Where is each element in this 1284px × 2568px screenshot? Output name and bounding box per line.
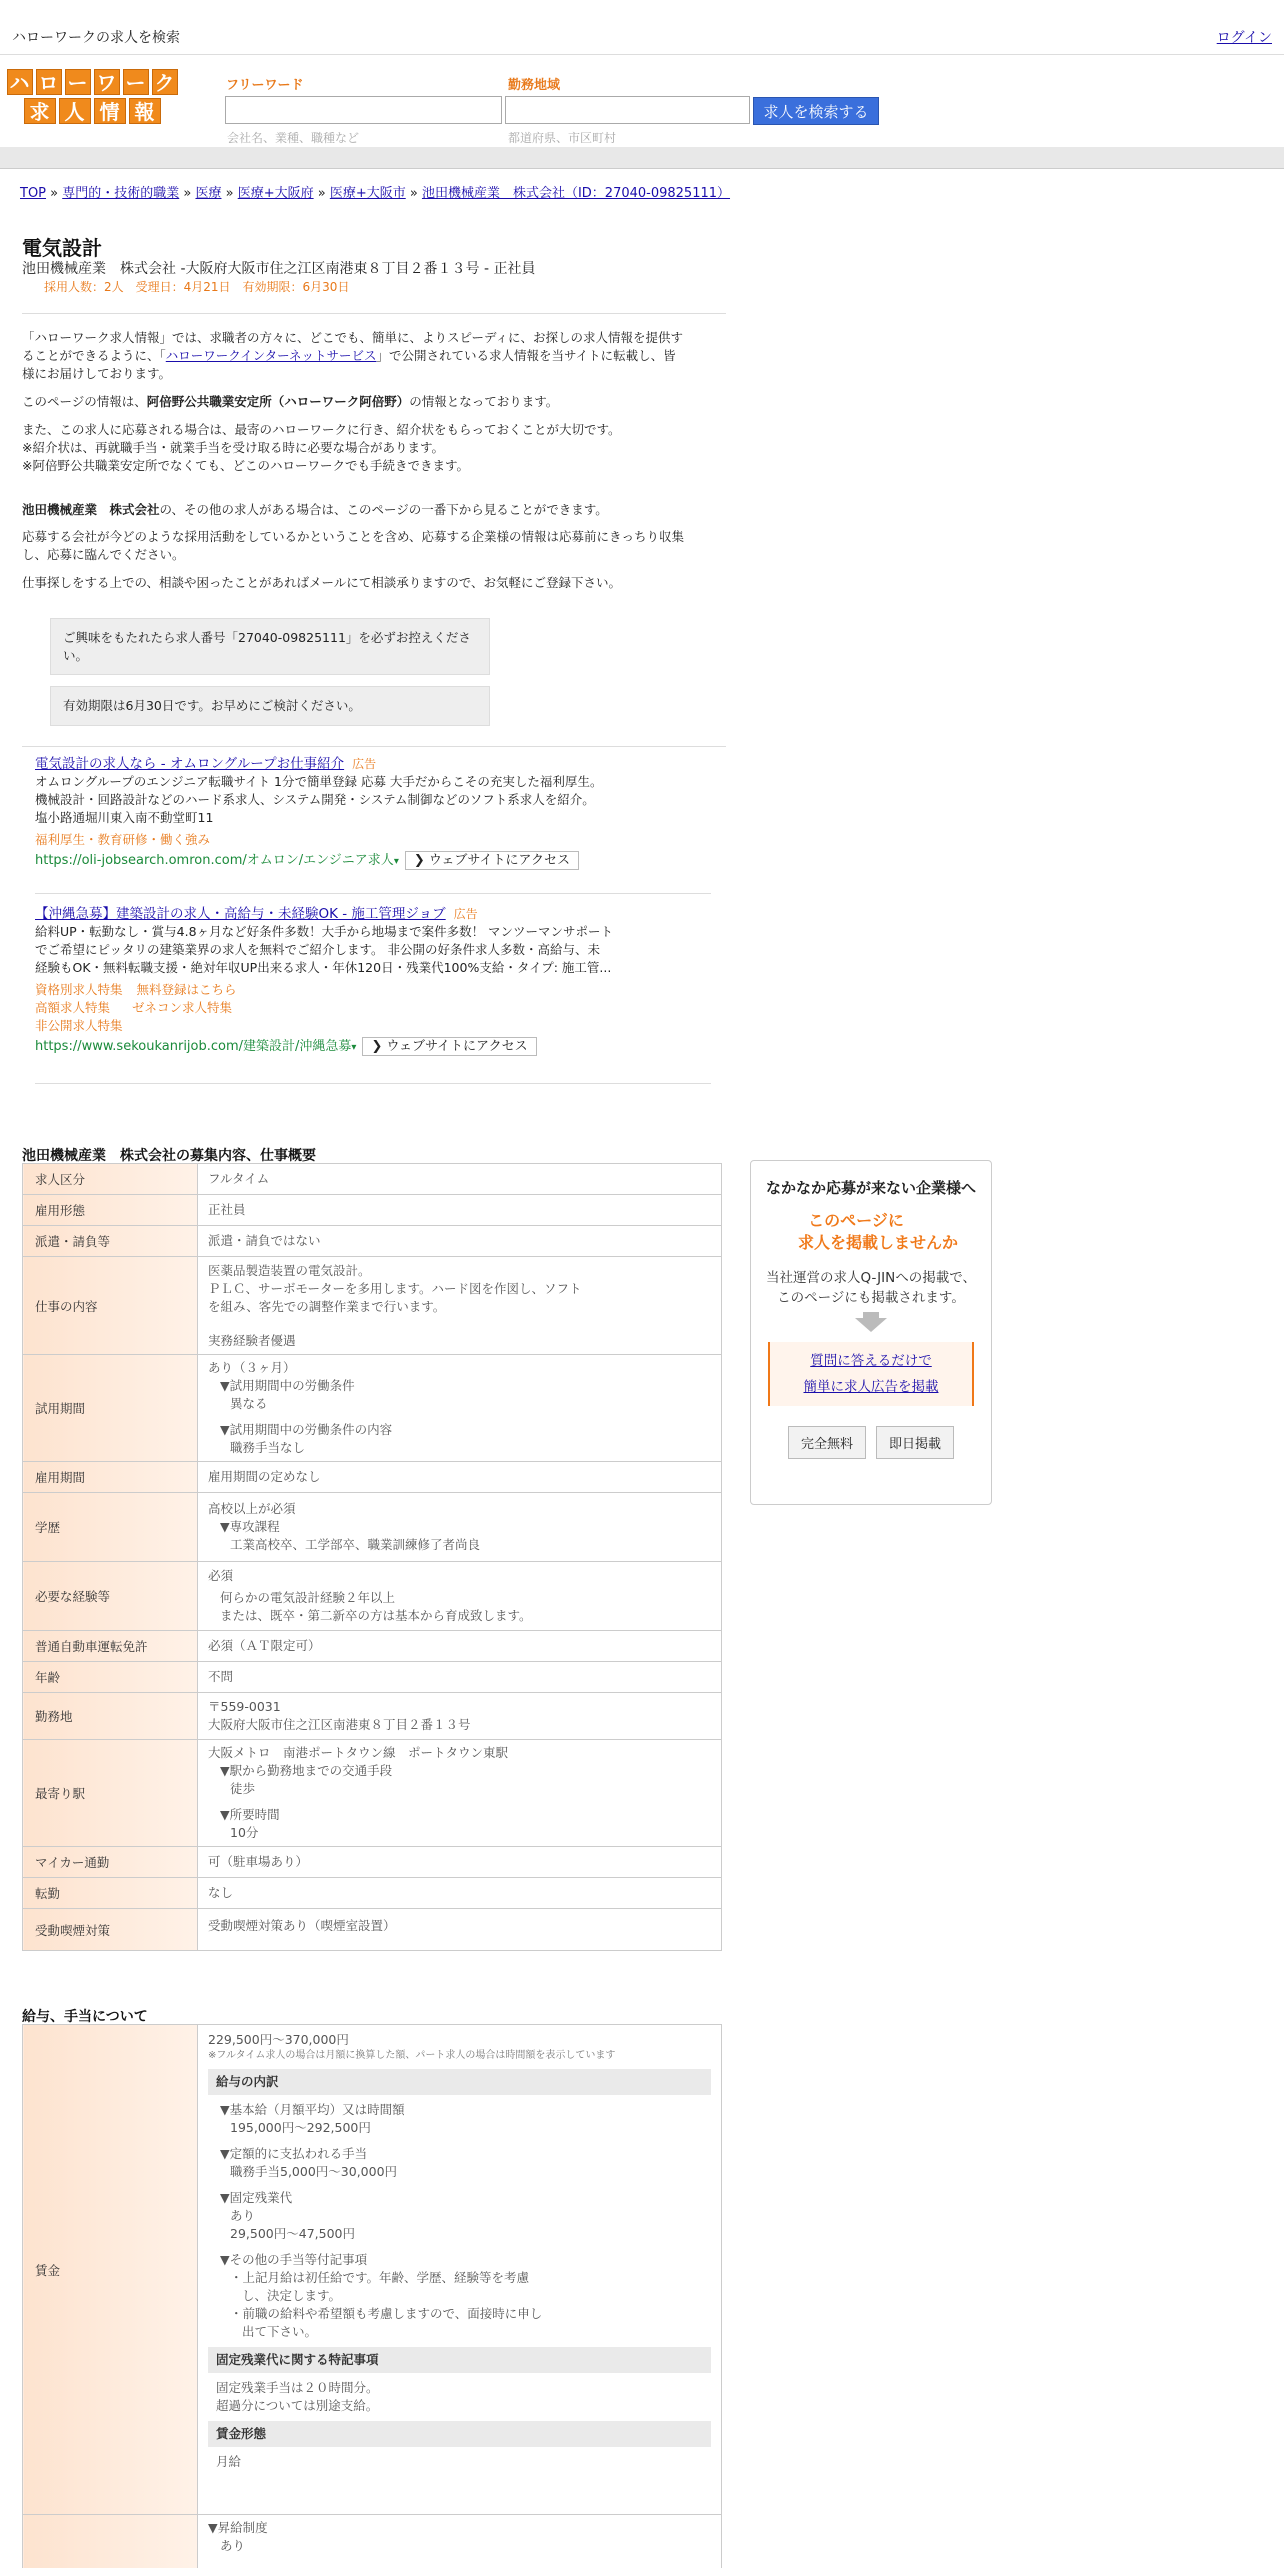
text-line: ▼固定残業代 xyxy=(220,2190,293,2205)
text-line: 応募する会社が今どのような採用活動をしているかということを含め、応募する企業様の情報は応募前にきっちり収集 xyxy=(22,529,685,544)
logo-char: ー xyxy=(123,69,149,95)
text-line: 固定残業手当は２０時間分。 xyxy=(216,2380,379,2395)
site-logo[interactable] xyxy=(4,69,180,127)
row-value xyxy=(198,1562,722,1631)
ad-block xyxy=(35,905,715,1057)
table-row xyxy=(23,1662,722,1693)
intro-paragraph-1 xyxy=(22,329,722,383)
keyword-input[interactable] xyxy=(225,96,502,124)
text: の、その他の求人がある場合は、このページの一番下から見ることができます。 xyxy=(159,502,608,517)
row-value: 受動喫煙対策あり（喫煙室設置） xyxy=(198,1909,722,1951)
salary-range: 229,500円〜370,000円 xyxy=(208,2032,349,2047)
table-row xyxy=(23,1195,722,1226)
area-label: 勤務地域 xyxy=(508,78,561,93)
text-line: 求人を掲載しませんか xyxy=(797,1233,958,1252)
keyword-label: フリーワード xyxy=(226,78,304,93)
table-row xyxy=(23,1847,722,1878)
text-line: ・上記月給は初任給です。年齢、学歴、経験等を考慮 xyxy=(230,2270,530,2285)
row-label: 雇用形態 xyxy=(23,1195,198,1226)
table-row xyxy=(23,1493,722,1562)
row-label: 最寄り駅 xyxy=(23,1740,198,1847)
table-row xyxy=(23,1631,722,1662)
salary-note: ※フルタイム求人の場合は月額に換算した額、パート求人の場合は時間額を表示しています xyxy=(208,2050,616,2061)
text-line: 職務手当なし xyxy=(230,1440,306,1455)
text-line: 195,000円〜292,500円 xyxy=(230,2120,371,2135)
down-arrow-icon xyxy=(855,1318,887,1332)
intro-paragraph-4 xyxy=(22,501,722,519)
text-line: ▼駅から勤務地までの交通手段 xyxy=(220,1763,393,1778)
text-line: あり（３ヶ月） xyxy=(208,1360,296,1375)
ad-sitelink[interactable]: 資格別求人特集 xyxy=(35,982,123,997)
row-value: 正社員 xyxy=(198,1195,722,1226)
sidebar-link[interactable]: 質問に答えるだけで xyxy=(810,1353,932,1369)
logo-char: ク xyxy=(152,69,178,95)
text-line: を組み、客先での調整作業まで行います。 xyxy=(208,1298,446,1314)
row-value xyxy=(198,1693,722,1740)
row-value: なし xyxy=(198,1878,722,1909)
ad-address: 塩小路通堀川東入南不動堂町11 xyxy=(35,810,214,825)
logo-char: ロ xyxy=(36,69,62,95)
row-label: マイカー通勤 xyxy=(23,1847,198,1878)
text-line: ▼定額的に支払われる手当 xyxy=(220,2146,368,2161)
logo-char: ー xyxy=(65,69,91,95)
logo-char: 報 xyxy=(129,98,161,124)
text: このページの情報は、 xyxy=(22,394,147,409)
text-line: または、既卒・第二新卒の方は基本から育成致します。 xyxy=(220,1608,532,1623)
details-table xyxy=(22,1163,722,1951)
job-meta: 採用人数：2人 受理日：4月21日 有効期限：6月30日 xyxy=(44,280,350,294)
sidebar-description xyxy=(751,1268,991,1308)
row-value xyxy=(198,2515,722,2568)
sidebar-title: なかなか応募が来ない企業様へ xyxy=(765,1179,976,1197)
row-value xyxy=(198,1740,722,1847)
ad-sitelink[interactable]: ゼネコン求人特集 xyxy=(132,1000,233,1015)
text-line: し、応募に臨んでください。 xyxy=(22,547,185,562)
subsection-header: 固定残業代に関する特記事項 xyxy=(208,2347,711,2373)
row-value: 不問 xyxy=(198,1662,722,1693)
text-line: ▼昇給制度 xyxy=(208,2520,268,2535)
row-value xyxy=(198,1493,722,1562)
table-row xyxy=(23,1355,722,1462)
text-line: 出て下さい。 xyxy=(242,2324,318,2339)
same-day-button[interactable]: 即日掲載 xyxy=(876,1426,954,1459)
dropdown-arrow-icon[interactable]: ▾ xyxy=(351,1042,357,1053)
row-label: 賃金 xyxy=(23,2025,198,2515)
free-button[interactable]: 完全無料 xyxy=(788,1426,866,1459)
ad-sitelink[interactable]: 福利厚生・教育研修・働く強み xyxy=(35,832,211,847)
ad-url[interactable]: https://www.sekoukanrijob.com/建築設計/沖縄急募 xyxy=(35,1039,352,1054)
top-bar xyxy=(0,0,1284,55)
text-line: い。 xyxy=(63,648,89,663)
deadline-notice: 有効期限は6月30日です。お早めにご検討ください。 xyxy=(50,686,490,726)
row-label xyxy=(23,2515,198,2568)
breadcrumb-prefecture[interactable]: 医療+大阪府 xyxy=(237,186,314,201)
table-row xyxy=(23,2025,722,2515)
row-label: 普通自動車運転免許 xyxy=(23,1631,198,1662)
ad-url[interactable]: https://oli-jobsearch.omron.com/オムロン/エンジニア求人 xyxy=(35,853,394,868)
row-label: 受動喫煙対策 xyxy=(23,1909,198,1951)
row-label: 転勤 xyxy=(23,1878,198,1909)
ad-title-link[interactable]: 【沖縄急募】建築設計の求人・高給与・未経験OK - 施工管理ジョブ xyxy=(35,906,446,922)
text-line: このページにも掲載されます。 xyxy=(777,1290,965,1306)
sidebar-catch xyxy=(751,1210,991,1254)
area-hint: 都道府県、市区町村 xyxy=(508,131,617,145)
text-line: あり xyxy=(220,2538,246,2553)
logo-char: ワ xyxy=(94,69,120,95)
breadcrumb-industry[interactable]: 医療 xyxy=(195,186,222,201)
row-value: 可（駐車場あり） xyxy=(198,1847,722,1878)
advertise-sidebar xyxy=(750,1160,992,1505)
text-line: ▼試用期間中の労働条件 xyxy=(220,1378,355,1393)
table-row xyxy=(23,1740,722,1847)
ad-sitelink[interactable]: 非公開求人特集 xyxy=(35,1018,123,1033)
text-line: 大阪メトロ 南港ポートタウン線 ポートタウン東駅 xyxy=(208,1745,509,1760)
intro-paragraph-5 xyxy=(22,528,722,564)
table-row xyxy=(23,1909,722,1951)
text-line: このページに xyxy=(808,1211,904,1230)
text-line: 10分 xyxy=(230,1825,259,1840)
breadcrumb-city[interactable]: 医療+大阪市 xyxy=(329,186,406,201)
row-label: 年齢 xyxy=(23,1662,198,1693)
ad-description: 機械設計・回路設計などのハード系求人、システム開発・システム制御などのソフト系求人を紹介。 xyxy=(35,792,595,807)
row-label: 必要な経験等 xyxy=(23,1562,198,1631)
text-line: 当社運営の求人Q-JINへの掲載で、 xyxy=(766,1270,976,1286)
company-line: 池田機械産業 株式会社 -大阪府大阪市住之江区南港東８丁目２番１３号 - 正社員 xyxy=(22,261,536,277)
text-line: 実務経験者優遇 xyxy=(208,1332,296,1348)
text-line: ▼所要時間 xyxy=(220,1807,280,1822)
ad-description: 経験もOK・無料転職支援・絶対年収UP出来る求人・年休120日・残業代100%支給・タイプ: 施工管... xyxy=(35,960,612,975)
login-link[interactable]: ログイン xyxy=(1216,30,1272,46)
hellowork-internet-link[interactable]: ハローワークインターネットサービス xyxy=(165,348,377,363)
row-value: フルタイム xyxy=(198,1164,722,1195)
sidebar-buttons xyxy=(751,1426,991,1459)
row-value xyxy=(198,1355,722,1462)
text-line: ▼専攻課程 xyxy=(220,1519,280,1534)
job-number-notice xyxy=(50,618,490,675)
text-line: 何らかの電気設計経験２年以上 xyxy=(220,1590,396,1605)
divider xyxy=(22,746,726,747)
text-line: ※阿倍野公共職業安定所でなくても、どこのハローワークでも手続きできます。 xyxy=(22,458,469,473)
text-line: 必須 xyxy=(208,1568,234,1583)
table-row xyxy=(23,1562,722,1631)
row-value: 派遣・請負ではない xyxy=(198,1226,722,1257)
text-line: ご興味をもたれたら求人番号「27040-09825111」を必ずお控えくださ xyxy=(63,630,471,645)
logo-char: 情 xyxy=(94,98,126,124)
text-line: 異なる xyxy=(230,1396,268,1411)
header-divider-bar xyxy=(0,147,1284,169)
row-label: 勤務地 xyxy=(23,1693,198,1740)
text-line: ・前職の給料や希望額も考慮しますので、面接時に申し xyxy=(230,2306,543,2321)
row-label: 求人区分 xyxy=(23,1164,198,1195)
row-label: 試用期間 xyxy=(23,1355,198,1462)
text-line: 高校以上が必須 xyxy=(208,1501,296,1516)
row-value xyxy=(198,1257,722,1355)
ad-sitelink[interactable]: 無料登録はこちら xyxy=(136,982,237,997)
breadcrumb-category[interactable]: 専門的・技術的職業 xyxy=(62,186,180,201)
ad-label: 広告 xyxy=(453,907,478,921)
sidebar-link-box xyxy=(768,1342,974,1406)
ad-sitelink[interactable]: 高額求人特集 xyxy=(35,1000,111,1015)
subsection-header: 賃金形態 xyxy=(208,2421,711,2447)
job-title: 電気設計 xyxy=(22,236,102,260)
breadcrumb: TOP » 専門的・技術的職業 » 医療 » 医療+大阪府 » 医療+大阪市 » 池田機械産業 株式会社（ID：27040-09825111） xyxy=(20,186,731,201)
site-title: ハローワークの求人を検索 xyxy=(12,30,180,46)
text-line: 29,500円〜47,500円 xyxy=(230,2226,355,2241)
row-label: 仕事の内容 xyxy=(23,1257,198,1355)
row-label: 学歴 xyxy=(23,1493,198,1562)
logo-char: 人 xyxy=(59,98,91,124)
intro-paragraph-3 xyxy=(22,421,722,475)
salary-table xyxy=(22,2024,722,2568)
visit-website-button[interactable]: ❯ ウェブサイトにアクセス xyxy=(362,1037,536,1056)
row-label: 派遣・請負等 xyxy=(23,1226,198,1257)
details-heading: 池田機械産業 株式会社の募集内容、仕事概要 xyxy=(22,1148,316,1164)
intro-paragraph-6: 仕事探しをする上での、相談や困ったことがあればメールにて相談承りますので、お気軽にご登録下さい。 xyxy=(22,575,622,590)
keyword-hint: 会社名、業種、職種など xyxy=(227,131,360,145)
logo-char: ハ xyxy=(7,69,33,95)
text-line: あり xyxy=(230,2208,256,2223)
text-line: 医薬品製造装置の電気設計。 xyxy=(208,1262,371,1278)
sidebar-link[interactable]: 簡単に求人広告を掲載 xyxy=(803,1379,939,1395)
text-line: 超過分については別途支給。 xyxy=(216,2398,379,2413)
ad-description: オムロングループのエンジニア転職サイト 1分で簡単登録 応募 大手だからこその充実した福利厚生。 xyxy=(35,774,603,789)
subsection-header: 給与の内訳 xyxy=(208,2069,711,2095)
table-row xyxy=(23,1693,722,1740)
divider xyxy=(35,893,711,894)
visit-website-button[interactable]: ❯ ウェブサイトにアクセス xyxy=(405,851,579,870)
text-line: ※紹介状は、再就職手当・就業手当を受け取る時に必要な場合があります。 xyxy=(22,440,444,455)
table-row xyxy=(23,1164,722,1195)
text-line: ▼試用期間中の労働条件の内容 xyxy=(220,1422,393,1437)
dropdown-arrow-icon[interactable]: ▾ xyxy=(393,856,399,867)
row-value xyxy=(198,2025,722,2515)
text-line: 大阪府大阪市住之江区南港東８丁目２番１３号 xyxy=(208,1717,471,1732)
search-button[interactable]: 求人を検索する xyxy=(753,97,879,125)
text-line: し、決定します。 xyxy=(242,2288,342,2303)
text-line: 職務手当5,000円〜30,000円 xyxy=(230,2164,398,2179)
row-label: 雇用期間 xyxy=(23,1462,198,1493)
intro-paragraph-2 xyxy=(22,393,722,411)
breadcrumb-company[interactable]: 池田機械産業 株式会社（ID：27040-09825111） xyxy=(421,186,731,201)
office-name: 阿倍野公共職業安定所（ハローワーク阿倍野） xyxy=(146,394,410,409)
text-line: 「ハローワーク求人情報」では、求職者の方々に、どこでも、簡単に、よりスピーディに、お探しの求人情報を提供す xyxy=(22,330,684,345)
salary-heading: 給与、手当について xyxy=(22,2009,148,2025)
breadcrumb-top[interactable]: TOP xyxy=(20,186,47,201)
company-name: 池田機械産業 株式会社 xyxy=(22,502,160,517)
text: 」で公開されている求人情報を当サイトに転載し、皆 xyxy=(376,348,676,363)
table-row xyxy=(23,1462,722,1493)
text-line: 工業高校卒、工学部卒、職業訓練修了者尚良 xyxy=(230,1537,481,1552)
logo-char: 求 xyxy=(24,98,56,124)
text-line: ▼基本給（月額平均）又は時間額 xyxy=(220,2102,405,2117)
area-input[interactable] xyxy=(505,96,750,124)
text-line: また、この求人に応募される場合は、最寄のハローワークに行き、紹介状をもらっておくことが大切です。 xyxy=(22,422,621,437)
table-row xyxy=(23,1257,722,1355)
text-line: ▼その他の手当等付記事項 xyxy=(220,2252,368,2267)
text-line: 月給 xyxy=(216,2454,242,2469)
row-value: 必須（ＡＴ限定可） xyxy=(198,1631,722,1662)
text-line xyxy=(22,347,722,365)
ad-label: 広告 xyxy=(352,757,377,771)
text-line: 〒559-0031 xyxy=(208,1699,281,1714)
text: ることができるように、「 xyxy=(22,348,166,363)
ad-description: でご希望にピッタリの建築業界の求人を無料でご紹介します。 非公開の好条件求人多数・高給与、未 xyxy=(35,942,600,957)
table-row xyxy=(23,2515,722,2568)
text-line: 様にお届けしております。 xyxy=(22,366,172,381)
ad-block xyxy=(35,755,715,871)
text-line: ＰＬＣ、サーボモーターを多用します。ハード図を作図し、ソフト xyxy=(208,1280,582,1296)
divider xyxy=(22,313,726,314)
ad-title-link[interactable]: 電気設計の求人なら - オムロングループお仕事紹介 xyxy=(35,756,345,772)
table-row xyxy=(23,1226,722,1257)
text: の情報となっております。 xyxy=(409,394,559,409)
divider xyxy=(35,1083,711,1084)
ad-description: 給料UP・転勤なし・賞与4.8ヶ月など好条件多数！大手から地場まで案件多数！ マンツーマンサポート xyxy=(35,924,614,939)
text-line: 徒歩 xyxy=(230,1781,256,1796)
row-value: 雇用期間の定めなし xyxy=(198,1462,722,1493)
table-row xyxy=(23,1878,722,1909)
